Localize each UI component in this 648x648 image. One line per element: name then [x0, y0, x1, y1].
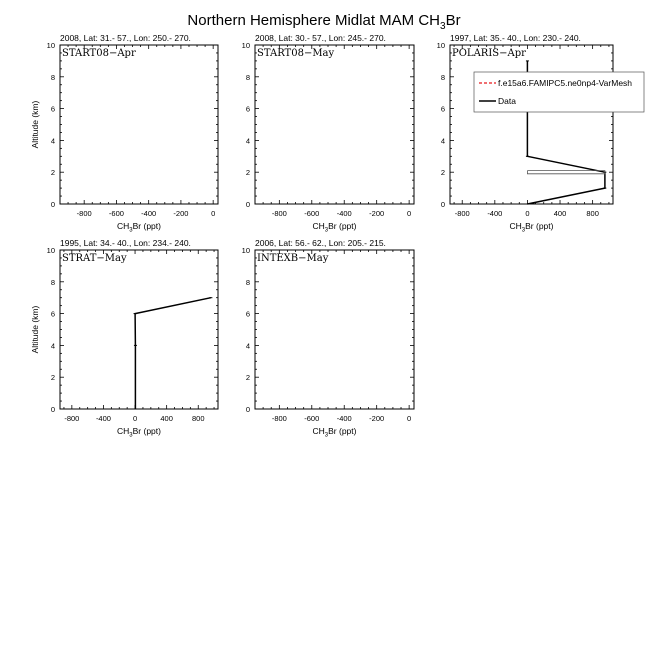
- y-tick-label: 2: [245, 373, 250, 383]
- panel-header: 2008, Lat: 30.- 57., Lon: 245.- 270.: [255, 33, 386, 43]
- y-axis-label: Altitude (km): [30, 100, 40, 149]
- panel-header: 2006, Lat: 56.- 62., Lon: 205.- 215.: [255, 238, 386, 248]
- chart-panel-2: [242, 33, 414, 234]
- x-tick-label: -200: [369, 209, 385, 218]
- x-tick-label: -200: [173, 209, 189, 218]
- x-axis-label-part: CH: [509, 221, 522, 231]
- x-tick-label: 800: [586, 209, 599, 218]
- x-tick-label: -600: [108, 209, 124, 218]
- y-tick-label: 2: [440, 168, 445, 178]
- x-tick-label: -400: [95, 414, 111, 423]
- campaign-label: START08−Apr: [62, 48, 136, 59]
- y-tick-label: 8: [245, 277, 250, 287]
- x-tick-label: 400: [553, 209, 567, 218]
- x-tick-label: -800: [64, 414, 80, 423]
- chart-panel-1: [30, 33, 218, 234]
- y-axis-label: Altitude (km): [30, 305, 40, 354]
- legend-data-label: Data: [498, 96, 516, 106]
- y-tick-label: 4: [50, 136, 55, 146]
- y-tick-label: 6: [50, 104, 55, 114]
- x-tick-label: -400: [487, 209, 503, 218]
- x-axis-label-part: Br (ppt): [328, 221, 357, 231]
- x-axis-label-part: CH: [312, 426, 325, 436]
- x-axis-label-sub: 3: [521, 227, 526, 234]
- x-axis-label-part: CH: [117, 426, 130, 436]
- x-axis-label-sub: 3: [324, 227, 329, 234]
- chart-panel-3: [437, 33, 644, 234]
- plot-frame: [255, 250, 414, 409]
- y-tick-label: 0: [440, 200, 445, 209]
- panel-header: 1997, Lat: 35.- 40., Lon: 230.- 240.: [450, 33, 581, 43]
- x-axis-label-sub: 3: [324, 432, 329, 439]
- x-tick-label: -400: [336, 209, 352, 218]
- x-tick-label: 0: [525, 209, 530, 218]
- x-tick-label: 0: [407, 209, 412, 218]
- legend-model-label: f.e15a6.FAMIPC5.ne0np4-VarMesh: [498, 78, 633, 88]
- y-tick-label: 6: [245, 309, 250, 319]
- y-tick-label: 6: [440, 104, 445, 114]
- x-tick-label: 0: [132, 414, 138, 423]
- x-axis-label-sub: 3: [129, 227, 133, 234]
- campaign-label: INTEXB−May: [257, 253, 329, 264]
- x-tick-label: 400: [160, 414, 173, 423]
- x-axis-label-part: CH: [312, 221, 325, 231]
- y-tick-label: 2: [50, 373, 55, 383]
- figure-title: Northern Hemisphere Midlat MAM $CH_3Br$: [187, 12, 461, 32]
- y-tick-label: 4: [50, 341, 55, 351]
- x-axis-label: [117, 426, 161, 439]
- x-axis-label: [313, 221, 357, 234]
- y-tick-label: 4: [245, 136, 250, 146]
- y-tick-label: 0: [245, 200, 250, 209]
- x-tick-label: -400: [336, 414, 352, 423]
- x-axis-label-part: Br (ppt): [328, 426, 357, 436]
- x-axis-label: [313, 426, 357, 439]
- y-tick-label: 4: [440, 136, 445, 146]
- plot-frame: [255, 45, 414, 204]
- y-tick-label: 8: [50, 277, 55, 287]
- plot-frame: [60, 45, 218, 204]
- y-tick-label: 8: [440, 72, 445, 82]
- x-tick-label: -600: [304, 414, 320, 423]
- y-tick-label: 0: [50, 200, 55, 209]
- x-tick-label: 0: [407, 414, 412, 423]
- x-tick-label: -400: [141, 209, 157, 218]
- chart-panel-5: [242, 238, 414, 439]
- y-tick-label: 8: [245, 72, 250, 82]
- panel-header: 1995, Lat: 34.- 40., Lon: 234.- 240.: [60, 238, 191, 248]
- y-tick-label: 10: [46, 41, 55, 50]
- x-tick-label: -800: [271, 209, 287, 218]
- x-axis-label-part: CH: [117, 221, 130, 231]
- x-axis-label: [510, 221, 554, 234]
- y-tick-label: 8: [50, 72, 55, 82]
- y-tick-label: 4: [245, 341, 250, 351]
- x-tick-label: 800: [191, 414, 205, 423]
- y-tick-label: 10: [46, 246, 55, 255]
- y-tick-label: 0: [245, 405, 250, 414]
- x-tick-label: -200: [369, 414, 385, 423]
- y-tick-label: 10: [241, 246, 250, 255]
- y-tick-label: 0: [50, 405, 55, 414]
- panel-header: 2008, Lat: 31.- 57., Lon: 250.- 270.: [60, 33, 191, 43]
- y-tick-label: 2: [245, 168, 250, 178]
- y-tick-label: 2: [50, 168, 55, 178]
- x-tick-label: -800: [76, 209, 92, 218]
- x-axis-label-part: Br (ppt): [132, 221, 161, 231]
- chart-panel-4: [30, 238, 218, 439]
- y-tick-label: 10: [436, 41, 445, 50]
- x-axis-label-part: Br (ppt): [525, 221, 554, 231]
- x-tick-label: -600: [304, 209, 320, 218]
- x-tick-label: 0: [211, 209, 216, 218]
- campaign-label: POLARIS−Apr: [452, 48, 526, 59]
- x-axis-label-part: Br (ppt): [132, 426, 161, 436]
- x-axis-label-sub: 3: [129, 432, 133, 439]
- campaign-label: START08−May: [257, 48, 335, 59]
- data-spread-box: [527, 171, 605, 174]
- y-tick-label: 10: [241, 41, 250, 50]
- x-tick-label: -800: [271, 414, 287, 423]
- y-tick-label: 6: [50, 309, 55, 319]
- x-axis-label: [117, 221, 161, 234]
- data-profile-line: [135, 298, 211, 409]
- chart-panels: [30, 33, 644, 439]
- y-tick-label: 6: [245, 104, 250, 114]
- x-tick-label: -800: [454, 209, 470, 218]
- plot-frame: [450, 45, 613, 204]
- plot-frame: [60, 250, 218, 409]
- campaign-label: STRAT−May: [62, 253, 127, 264]
